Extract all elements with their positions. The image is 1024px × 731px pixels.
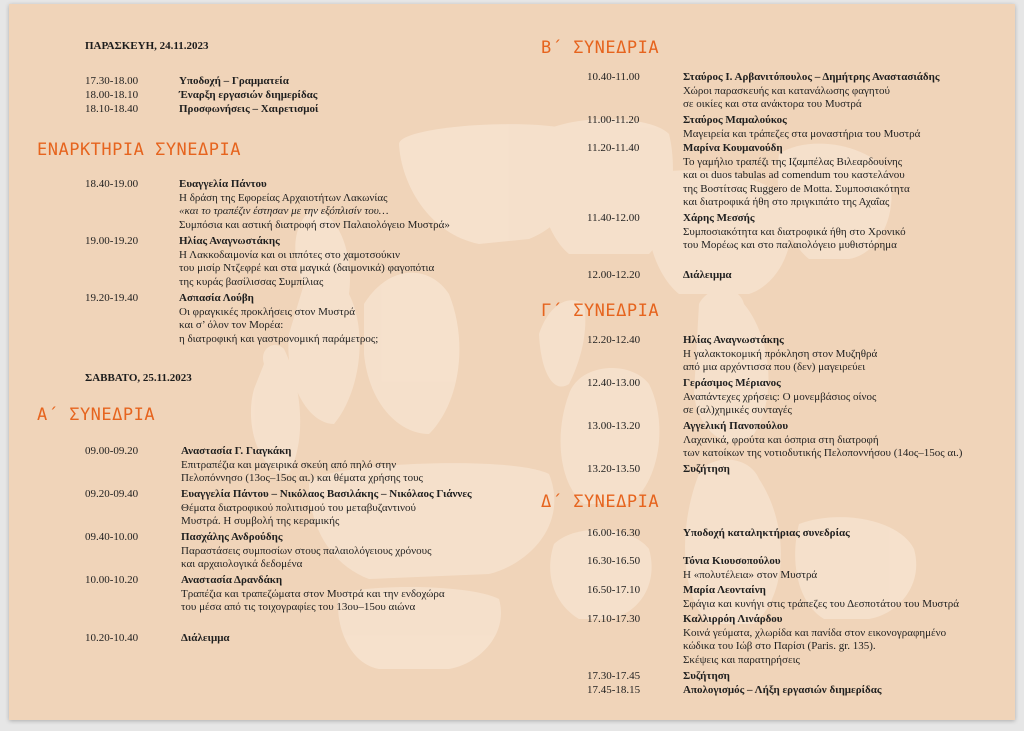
time: 17.30-18.00 [85,75,139,87]
talk [85,292,515,348]
talk-title-line: Κοινά γεύματα, χλωρίδα και πανίδα στον εικονογραφημένο [683,626,947,639]
talk [85,531,525,573]
time: 17.30-17.45 [587,670,641,682]
time: 09.40-10.00 [85,531,139,543]
talk [587,684,1007,698]
talk [587,420,1007,462]
time: 10.20-10.40 [85,632,139,644]
talk-title-line: Το γαμήλιο τραπέζι της Ιζαμπέλας Βιλεαρδουίνης [683,155,903,168]
time: 11.40-12.00 [587,212,640,224]
talk [587,142,1007,212]
talk-title-line: και σ’ όλον τον Μορέα: [179,319,284,332]
opening-session-title: ΕΝΑΡΚΤΗΡΙΑ ΣΥΝΕΔΡΙΑ [37,140,241,160]
time: 19.00-19.20 [85,235,139,247]
speaker: Τόνια Κιουσοπούλου [683,555,781,567]
program-page [9,4,1015,720]
session-b-title: Β΄ ΣΥΝΕΔΡΙΑ [541,38,660,58]
discussion-label: Συζήτηση [683,670,730,682]
time: 11.00-11.20 [587,114,640,126]
speaker: Καλλιρρόη Λινάρδου [683,613,783,625]
time: 11.20-11.40 [587,142,640,154]
talk [85,574,525,616]
talk-title-line: η διατροφική και γαστρονομική παράμετρος; [179,332,379,345]
talk [587,527,1007,541]
talk-title-line: Θέματα διατροφικού πολιτισμού του μεταβυζαντινού [181,501,416,514]
talk-title-line: κώδικα του Ιώβ στο Παρίσι (Paris. gr. 135). [683,640,876,653]
time: 18.10-18.40 [85,103,139,115]
time: 16.30-16.50 [587,555,641,567]
friday-row [85,89,505,103]
speaker: Αναστασία Δρανδάκη [181,574,283,586]
talk-title-line: και οι duos tabulas ad comendum του καστελάνου [683,169,905,182]
time: 09.00-09.20 [85,445,139,457]
talk-title-line: Τραπέζια και τραπεζώματα στον Μυστρά και την ενδοχώρα [181,587,445,600]
time: 16.00-16.30 [587,527,641,539]
break-label: Διάλειμμα [683,269,732,281]
talk [587,114,1007,142]
talk-title-line: Η «πολυτέλεια» στον Μυστρά [683,568,818,581]
speaker: Χάρης Μεσσής [683,212,755,224]
agenda-item: Υποδοχή – Γραμματεία [179,75,289,87]
talk-title-line: Χώροι παρασκευής και κατανάλωσης φαγητού [683,84,890,97]
talk-title-line: σε (αλ)χημικές συνταγές [683,404,792,417]
talk-title-line: Σφάγια και κυνήγι στις τράπεζες του Δεσποτάτου του Μυστρά [683,597,960,610]
time: 10.00-10.20 [85,574,139,586]
speaker: Σταύρος Ι. Αρβανιτόπουλος – Δημήτρης Αναστασιάδης [683,71,940,83]
talk [85,445,525,487]
speaker: Μαρία Λεονταίνη [683,584,766,596]
session-d-title: Δ΄ ΣΥΝΕΔΡΙΑ [541,492,660,512]
talk [587,613,1007,669]
friday-row [85,75,505,89]
talk-title-line: σε οικίες και στα ανάκτορα του Μυστρά [683,98,862,111]
talk [587,269,1007,283]
talk-title-line: Επιτραπέζια και μαγειρικά σκεύη από πηλό στην [181,458,397,471]
time: 09.20-09.40 [85,488,139,500]
speaker: Πασχάλης Ανδρούδης [181,531,283,543]
talk [587,71,1007,113]
talk-title-line: και διατροφικά ήθη στο πριγκιπάτο της Αχαΐας [683,196,890,209]
talk [587,670,1007,684]
talk-title-line: Μαγειρεία και τράπεζες στα μοναστήρια του Μυστρά [683,127,921,140]
talk-title-line: Μυστρά. Η συμβολή της κεραμικής [181,515,340,528]
speaker: Ευαγγελία Πάντου [179,178,267,190]
talk [587,584,1007,612]
talk [587,377,1007,419]
time: 13.20-13.50 [587,463,641,475]
talk [85,235,515,291]
talk-title-line: Παραστάσεις συμποσίων στους παλαιολόγειους χρόνους [181,544,432,557]
talk-title-line: των κατοίκων της νοτιοδυτικής Πελοποννήσου (14ος–15ος αι.) [683,447,963,460]
agenda-item: Έναρξη εργασιών διημερίδας [179,89,318,101]
session-c-title: Γ΄ ΣΥΝΕΔΡΙΑ [541,301,660,321]
speaker: Σταύρος Μαμαλούκος [683,114,787,126]
time: 18.00-18.10 [85,89,139,101]
saturday-date: ΣΑΒΒΑΤΟ, 25.11.2023 [85,372,192,384]
time: 13.00-13.20 [587,420,641,432]
talk-title-line: από μια αρχόντισσα που (δεν) μαγειρεύει [683,361,866,374]
talk-title-line: Πελοπόννησο (13ος–15ος αι.) και θέματα χρήσης τους [181,472,423,485]
talk [85,632,525,646]
agenda-item: Απολογισμός – Λήξη εργασιών διημερίδας [683,684,882,696]
talk [85,178,515,234]
talk-title-line: Η γαλακτοκομική πρόκληση στον Μυζηθρά [683,347,878,360]
session-a-title: Α΄ ΣΥΝΕΔΡΙΑ [37,405,156,425]
break-label: Διάλειμμα [181,632,230,644]
speaker: Ευαγγελία Πάντου – Νικόλαος Βασιλάκης – Νικόλαος Γιάννες [181,488,472,500]
speaker: Ηλίας Αναγνωστάκης [179,235,280,247]
speaker: Αγγελική Πανοπούλου [683,420,789,432]
speaker: Ασπασία Λούβη [179,292,254,304]
talk-title-line: Σκέψεις και παρατηρήσεις [683,653,800,666]
talk [587,212,1007,254]
talk-title-line: Οι φραγκικές προκλήσεις στον Μυστρά [179,305,355,318]
time: 16.50-17.10 [587,584,641,596]
time: 17.10-17.30 [587,613,641,625]
talk-title-line: Συμποσιακότητα και διατροφικά ήθη στο Χρονικό [683,225,906,238]
friday-date: ΠΑΡΑΣΚΕΥΗ, 24.11.2023 [85,40,209,52]
talk [587,334,1007,376]
speaker: Ηλίας Αναγνωστάκης [683,334,784,346]
speaker: Γεράσιμος Μέριανος [683,377,781,389]
talk-title-line: και αρχαιολογικά δεδομένα [181,558,303,571]
talk-title-line: Η δράση της Εφορείας Αρχαιοτήτων Λακωνίας [179,191,388,204]
time: 10.40-11.00 [587,71,640,83]
discussion-label: Συζήτηση [683,463,730,475]
agenda-item: Προσφωνήσεις – Χαιρετισμοί [179,103,319,115]
time: 12.40-13.00 [587,377,641,389]
agenda-item: Υποδοχή καταληκτήριας συνεδρίας [683,527,850,539]
talk-title-line: Λαχανικά, φρούτα και όσπρια στη διατροφή [683,433,879,446]
time: 19.20-19.40 [85,292,139,304]
friday-row [85,103,505,117]
time: 12.00-12.20 [587,269,641,281]
talk [85,488,525,530]
talk-title-line: του μισίρ Ντζεφρέ και στα μαγικά (δαιμονικά) φαγοπότια [179,262,435,275]
talk [587,463,1007,477]
talk-title-line: Η Λακκοδαιμονία και οι ιππότες στο χαμοτσούκιν [179,248,400,261]
talk-title-line: της Βοστίτσας Ruggero de Motta. Συμποσιακότητα [683,182,910,195]
talk-title-line: Συμπόσια και αστική διατροφή στον Παλαιολόγειο Μυστρά» [179,218,450,231]
time: 18.40-19.00 [85,178,139,190]
speaker: Μαρίνα Κουμανούδη [683,142,783,154]
talk-title-line: Αναπάντεχες χρήσεις: Ο μονεμβάσιος οίνος [683,390,877,403]
time: 12.20-12.40 [587,334,641,346]
talk [587,555,1007,583]
speaker: Αναστασία Γ. Γιαγκάκη [181,445,292,457]
talk-title-line: «και το τραπέζιν έστησαν με την εξόπλισίν του… [179,205,389,218]
talk-title-line: του μέσα από τις τοιχογραφίες του 13ου–15ου αιώνα [181,601,416,614]
talk-title-line: της κυράς βασίλισσας Συμπίλιας [179,275,324,288]
talk-title-line: του Μορέως και στο παλαιολόγειο μυθιστόρημα [683,239,897,252]
time: 17.45-18.15 [587,684,641,696]
